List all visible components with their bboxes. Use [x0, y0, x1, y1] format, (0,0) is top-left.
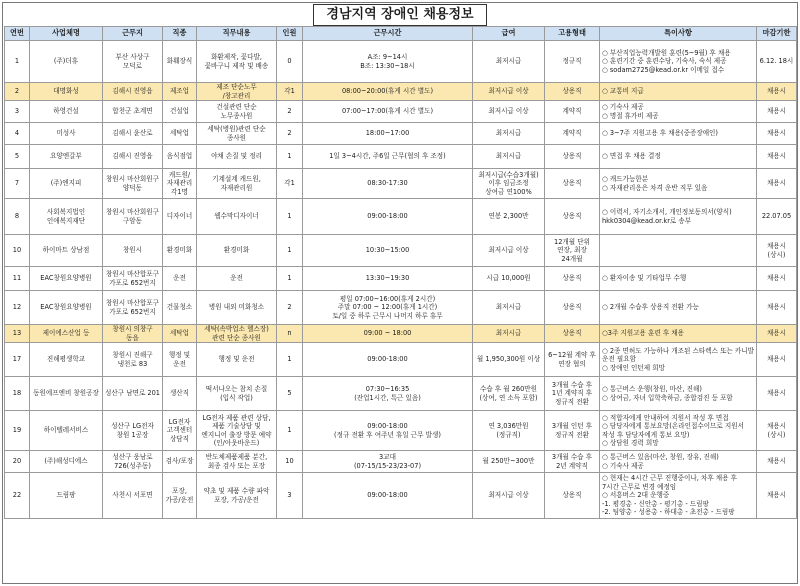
header-deadline: 마감기한: [757, 27, 797, 41]
cell-count: n: [277, 325, 303, 343]
cell-notes: ○ 3~7주 지원고용 후 채용(중증장애인): [600, 123, 757, 145]
cell-hours: 09:00-18:00 (정규 전환 후 여주년 휴일 근무 발생): [303, 411, 473, 451]
cell-company: 대명화성: [30, 83, 103, 101]
header-job: 직종: [163, 27, 197, 41]
cell-job: 세탁업: [163, 123, 197, 145]
cell-count: 1: [277, 267, 303, 291]
cell-job: 포장, 가공/운전: [163, 473, 197, 519]
cell-notes: ○ 2개월 수습후 상용직 전환 가능: [600, 291, 757, 325]
cell-company: 제이에스산업 등: [30, 325, 103, 343]
cell-job: 화훼장식: [163, 41, 197, 83]
cell-count: 2: [277, 123, 303, 145]
cell-type: 3개월 수습 후 2년 계약직: [545, 451, 600, 473]
cell-hours: 09:00 ~ 18:00: [303, 325, 473, 343]
cell-duty: 행정 및 운전: [197, 343, 277, 377]
cell-job: 음식점업: [163, 145, 197, 169]
table-body: [5, 41, 797, 519]
header-company: 사업체명: [30, 27, 103, 41]
cell-type: 12개월 단위 연장, 최장 24개월: [545, 235, 600, 267]
header-type: 고용형태: [545, 27, 600, 41]
cell-pay: 최저시급 이상: [473, 101, 545, 123]
cell-no: 3: [5, 101, 30, 123]
cell-no: 17: [5, 343, 30, 377]
cell-job: 세탁업: [163, 325, 197, 343]
cell-type: 계약직: [545, 123, 600, 145]
cell-type: 6~12월 계약 후 연장 협의: [545, 343, 600, 377]
table-row: [5, 83, 797, 101]
cell-job: 건설업: [163, 101, 197, 123]
cell-location: 성산구 남면로 201: [103, 377, 163, 411]
cell-company: (주)해성디에스: [30, 451, 103, 473]
cell-hours: 07:30~16:35 (잔업1시간, 특근 있음): [303, 377, 473, 411]
cell-deadline: 채용시: [757, 169, 797, 199]
cell-type: 상용직: [545, 291, 600, 325]
cell-company: EAC창원요양병원: [30, 291, 103, 325]
cell-hours: 10:30~15:00: [303, 235, 473, 267]
cell-location: 창원시 마산회원구 구암동: [103, 199, 163, 235]
header-count: 인원: [277, 27, 303, 41]
cell-deadline: 채용시: [757, 291, 797, 325]
cell-notes: ○ 부산직업능력개발원 훈련(5~9월) 후 채용 ○ 훈련기간 중 훈련수당, 기숙사, 숙식 제공 ○ sodam2725@kead.or.kr 이메일 접수: [600, 41, 757, 83]
cell-notes: ○ 이력서, 자기소개서, 개인정보동의서(양식) hkk0304@kead.or.kr로 송부: [600, 199, 757, 235]
table-row: [5, 169, 797, 199]
cell-notes: [600, 235, 757, 267]
header-location: 근무지: [103, 27, 163, 41]
cell-type: 3개월 수습 후 1년 계약직 후 정규직 전환: [545, 377, 600, 411]
cell-deadline: 채용시(상시): [757, 235, 797, 267]
cell-notes: ○ 통근버스 있음(마산, 창원, 장유, 진해) ○ 기숙사 제공: [600, 451, 757, 473]
cell-type: 상용직: [545, 473, 600, 519]
cell-location: 김해시 진영읍: [103, 145, 163, 169]
cell-location: 창원시 마산합포구 가포로 652번지: [103, 291, 163, 325]
header-hours: 근무시간: [303, 27, 473, 41]
cell-no: 8: [5, 199, 30, 235]
cell-hours: 09:00-18:00: [303, 343, 473, 377]
cell-no: 11: [5, 267, 30, 291]
cell-job: 제조업: [163, 83, 197, 101]
cell-job: 운전: [163, 267, 197, 291]
cell-duty: 약초 및 제품 수량 파악 포장, 가공/운전: [197, 473, 277, 519]
cell-pay: 연봉 2,300만: [473, 199, 545, 235]
cell-pay: 최저시급: [473, 291, 545, 325]
cell-deadline: 채용시: [757, 267, 797, 291]
cell-location: 김해시 윤산로: [103, 123, 163, 145]
cell-job: 캐드원/ 자재관리 각1명: [163, 169, 197, 199]
cell-count: 5: [277, 377, 303, 411]
table-row: [5, 377, 797, 411]
cell-deadline: 채용시: [757, 473, 797, 519]
cell-deadline: 채용시: [757, 123, 797, 145]
table-row: [5, 473, 797, 519]
cell-duty: 환경미화: [197, 235, 277, 267]
cell-duty: 야채 손질 및 정리: [197, 145, 277, 169]
cell-pay: 최저시급: [473, 325, 545, 343]
cell-count: 1: [277, 411, 303, 451]
cell-job: LG전자 고객센터 상담직: [163, 411, 197, 451]
page-title: 경남지역 장애인 채용정보: [313, 4, 486, 26]
cell-deadline: 채용시: [757, 145, 797, 169]
cell-count: 1: [277, 145, 303, 169]
cell-job: 디자이너: [163, 199, 197, 235]
cell-location: 합천군 초계면: [103, 101, 163, 123]
cell-notes: ○ 통근버스 운행(창원, 마산, 진해) ○ 상여금, 자녀 입학축하금, 종합검진 등 포함: [600, 377, 757, 411]
cell-pay: 수습 후 월 260만원 (상여, 연 소득 포함): [473, 377, 545, 411]
cell-type: 상용직: [545, 145, 600, 169]
cell-company: EAC창원요양병원: [30, 267, 103, 291]
cell-pay: 최저시급(수습3개월) 이후 임금조정 상여금 연100%: [473, 169, 545, 199]
cell-no: 2: [5, 83, 30, 101]
cell-notes: ○ 환자이송 및 기타업무 수행: [600, 267, 757, 291]
table-row: [5, 145, 797, 169]
cell-type: 상용직: [545, 325, 600, 343]
cell-notes: ○ 교통비 지급: [600, 83, 757, 101]
cell-duty: 병원 내외 미화청소: [197, 291, 277, 325]
table-row: [5, 325, 797, 343]
cell-duty: 건설관련 단순 노무종사원: [197, 101, 277, 123]
cell-no: 13: [5, 325, 30, 343]
table-row: [5, 451, 797, 473]
cell-notes: ○3주 지원고용 훈련 후 채용: [600, 325, 757, 343]
cell-company: 드림팡: [30, 473, 103, 519]
cell-deadline: 22.07.05: [757, 199, 797, 235]
table-row: [5, 267, 797, 291]
page-title-wrap: [0, 4, 800, 24]
cell-hours: 09:00-18:00: [303, 473, 473, 519]
cell-deadline: 채용시: [757, 101, 797, 123]
cell-location: 창원시 마산회원구 양덕동: [103, 169, 163, 199]
cell-company: 요양엔갈부: [30, 145, 103, 169]
cell-count: 2: [277, 101, 303, 123]
cell-deadline: 채용시: [757, 377, 797, 411]
table-header-row: [5, 27, 797, 41]
cell-count: 1: [277, 199, 303, 235]
cell-company: 하이마트 상남점: [30, 235, 103, 267]
cell-deadline: 채용시: [757, 325, 797, 343]
cell-notes: ○ 현재는 4시간 근무 진행중이나, 차후 채용 후 7시간 근무로 변경 예정임 ○ 서흥버스 2대 운행중 -1. 평경총 - 신안총 - 평기총 - 드림팡 -2. 팀양총 - 성용총 - 하대총 - 초전총 - 드림팡: [600, 473, 757, 519]
cell-type: 상용직: [545, 169, 600, 199]
table-row: [5, 343, 797, 377]
cell-type: 상용직: [545, 199, 600, 235]
cell-duty: 제조 단순노무 /창고관리: [197, 83, 277, 101]
cell-hours: 08:30-17:30: [303, 169, 473, 199]
cell-deadline: 채용시: [757, 343, 797, 377]
cell-hours: 07:00~17:00(휴게 시간 별도): [303, 101, 473, 123]
cell-notes: ○ 2종 면허도 가능하나 개조된 스타렉스 또는 카니발 운전 필요함 ○ 장애인 인턴제 희망: [600, 343, 757, 377]
cell-no: 18: [5, 377, 30, 411]
cell-no: 1: [5, 41, 30, 83]
cell-type: 정규직: [545, 41, 600, 83]
cell-hours: A조: 9~14시 B조: 13:30~18시: [303, 41, 473, 83]
cell-location: 창원시 진해구 냉천로 83: [103, 343, 163, 377]
cell-deadline: 채용시: [757, 83, 797, 101]
cell-hours: 평일 07:00~16:00(휴게 2시간) 주말 07:00 ~ 12:00(휴게 1시간) 토/일 중 하루 근무시 나머지 하루 휴무: [303, 291, 473, 325]
cell-company: 사회복지법인 인애복지재단: [30, 199, 103, 235]
cell-duty: LG전자 제품 관련 상담, 제품 기술상담 및 엔지니어 출장 방문 예약(인/아웃바운드): [197, 411, 277, 451]
cell-hours: 1일 3~4시간, 주6일 근무(협의 후 조정): [303, 145, 473, 169]
job-table: [4, 26, 797, 519]
cell-no: 12: [5, 291, 30, 325]
cell-deadline: 채용시 (상시): [757, 411, 797, 451]
cell-hours: 08:00~20:00(휴게 시간 별도): [303, 83, 473, 101]
cell-no: 10: [5, 235, 30, 267]
table-row: [5, 199, 797, 235]
cell-duty: 떡서나오는 참치 손질 (입식 작업): [197, 377, 277, 411]
cell-no: 4: [5, 123, 30, 145]
cell-count: 10: [277, 451, 303, 473]
table-row: [5, 235, 797, 267]
cell-company: (주)엔지피: [30, 169, 103, 199]
cell-deadline: 6.12. 18시: [757, 41, 797, 83]
cell-location: 사천시 서포면: [103, 473, 163, 519]
header-duty: 직무내용: [197, 27, 277, 41]
table-row: [5, 101, 797, 123]
cell-duty: 운전: [197, 267, 277, 291]
cell-count: 0: [277, 41, 303, 83]
cell-duty: 세탁(속박업소 헬스장)관련 단순 종사원: [197, 325, 277, 343]
cell-duty: 웹수막디자이너: [197, 199, 277, 235]
cell-pay: 최저시급 이상: [473, 83, 545, 101]
cell-notes: ○ 기숙사 제공 ○ 명절 휴가비 제공: [600, 101, 757, 123]
cell-duty: 화환제작, 꽃다발, 꽃바구니 제작 및 배송: [197, 41, 277, 83]
cell-pay: 최저시급: [473, 123, 545, 145]
cell-hours: 13:30~19:30: [303, 267, 473, 291]
cell-pay: 최저시급 이상: [473, 235, 545, 267]
cell-location: 성산구 LG전자 창원 1공장: [103, 411, 163, 451]
cell-duty: 세탁(병원)관련 단순 종사원: [197, 123, 277, 145]
cell-no: 22: [5, 473, 30, 519]
cell-pay: 연 3,036만원 (정규직): [473, 411, 545, 451]
cell-company: 미성사: [30, 123, 103, 145]
cell-job: 행정 및 운전: [163, 343, 197, 377]
cell-company: (주)더휴: [30, 41, 103, 83]
cell-pay: 최저시급 이상: [473, 473, 545, 519]
cell-type: 상용직: [545, 267, 600, 291]
cell-notes: ○ 적합자에게 안내하여 지원서 작성 후 면접 ○ 담당자에게 통보요망(온라인접수이므로 지원서 작성 후 담당자에게 통보 요망) ○ 상담원 경력 희망: [600, 411, 757, 451]
cell-count: 각1: [277, 169, 303, 199]
cell-notes: ○ 캐드가능한분 ○ 자재관리응은 차격 운반 직무 있음: [600, 169, 757, 199]
cell-location: 창원시 의창구 동읍: [103, 325, 163, 343]
cell-count: 1: [277, 343, 303, 377]
table-row: [5, 123, 797, 145]
cell-deadline: 채용시: [757, 451, 797, 473]
cell-type: 상용직: [545, 83, 600, 101]
table-row: [5, 41, 797, 83]
cell-count: 3: [277, 473, 303, 519]
table-row: [5, 411, 797, 451]
cell-count: 1: [277, 235, 303, 267]
cell-pay: 시급 10,000원: [473, 267, 545, 291]
cell-pay: 최저시급: [473, 145, 545, 169]
cell-location: 성산구 웅남로 726(성주동): [103, 451, 163, 473]
cell-pay: 월 250만~300만: [473, 451, 545, 473]
cell-pay: 최저시급: [473, 41, 545, 83]
cell-type: 3개월 인턴 후 정규직 전환: [545, 411, 600, 451]
cell-no: 7: [5, 169, 30, 199]
cell-duty: 기계설계 캐드원, 자재관리원: [197, 169, 277, 199]
cell-duty: 반도체제품제품 분간, 최종 검사 또는 포장: [197, 451, 277, 473]
cell-company: 진해평생학교: [30, 343, 103, 377]
header-notes: 특이사항: [600, 27, 757, 41]
cell-location: 창원시 마산합포구 가포로 652번지: [103, 267, 163, 291]
cell-company: 동원에프엔비 창원공장: [30, 377, 103, 411]
header-pay: 급여: [473, 27, 545, 41]
cell-company: 하영건설: [30, 101, 103, 123]
header-no: 연번: [5, 27, 30, 41]
cell-type: 계약직: [545, 101, 600, 123]
cell-no: 20: [5, 451, 30, 473]
cell-location: 부산 사상구 모덕로: [103, 41, 163, 83]
cell-company: 하이텔레서비스: [30, 411, 103, 451]
cell-location: 김해시 진영읍: [103, 83, 163, 101]
cell-count: 각1: [277, 83, 303, 101]
cell-job: 생산직: [163, 377, 197, 411]
cell-job: 검사/포장: [163, 451, 197, 473]
cell-hours: 18:00~17:00: [303, 123, 473, 145]
cell-no: 19: [5, 411, 30, 451]
cell-count: 2: [277, 291, 303, 325]
cell-no: 5: [5, 145, 30, 169]
table-row: [5, 291, 797, 325]
cell-pay: 월 1,950,300원 이상: [473, 343, 545, 377]
cell-location: 창원시: [103, 235, 163, 267]
cell-hours: 09:00-18:00: [303, 199, 473, 235]
cell-notes: ○ 면접 후 채용 결정: [600, 145, 757, 169]
cell-hours: 3교대 (07-15/15-23/23-07): [303, 451, 473, 473]
cell-job: 환경미화: [163, 235, 197, 267]
cell-job: 건물청소: [163, 291, 197, 325]
